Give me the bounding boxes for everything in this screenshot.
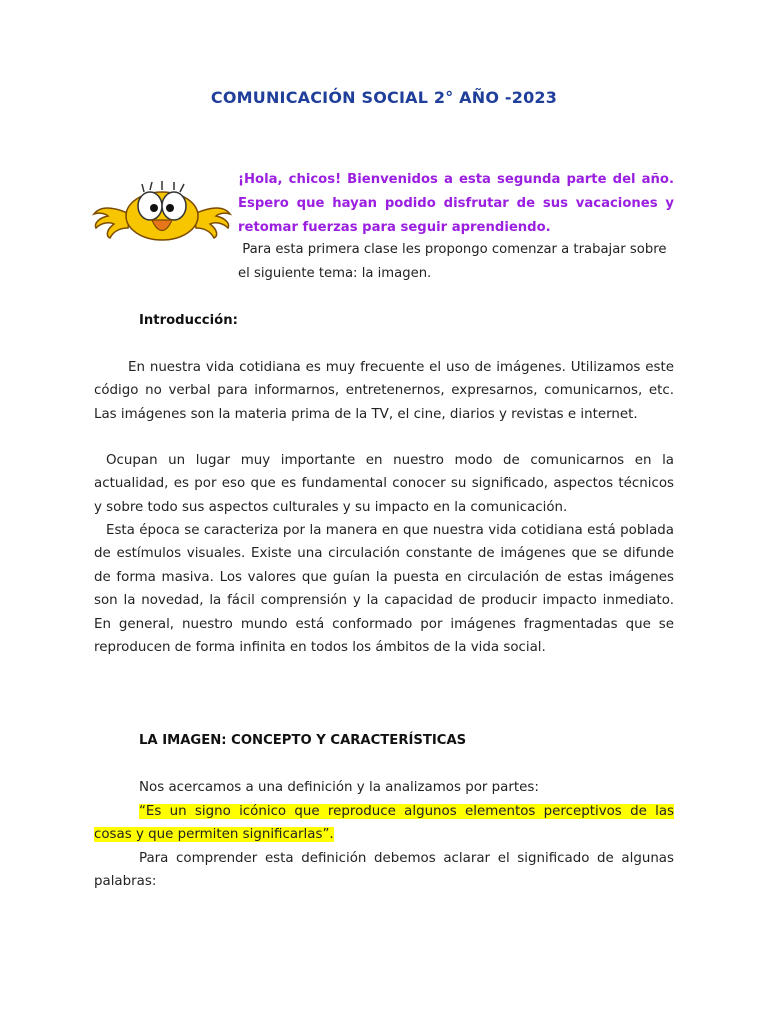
section-followup: Para comprender esta definición debemos aclarar el significado de algunas palabras:: [94, 851, 674, 890]
greeting-plain: [238, 238, 674, 286]
paragraph-1: En nuestra vida cotidiana es muy frecuente el uso de imágenes. Utilizamos este código no verbal para informarnos, entretenernos, expresarnos, comunicarnos, etc. Las imágenes son la materia prima de la TV, el cine, diarios y revistas e internet.: [94, 360, 674, 422]
definition-quote: [94, 800, 674, 847]
cartoon-bird-mascot-icon: [92, 176, 232, 246]
paragraph-3: Esta época se caracteriza por la manera en que nuestra vida cotidiana está poblada de estímulos visuales. Existe una circulación constante de imágenes que se difunde de forma masiva. Los valores que guían la puesta en circulación de estas imágenes son la novedad, la fácil comprensión y la capacidad de producir impacto inmediato. En general, nuestro mundo está conformado por imágenes fragmentadas que se reproducen de forma infinita en todos los ámbitos de la vida social.: [94, 523, 674, 656]
greeting-plain-text: Para esta primera clase les propongo comenzar a trabajar sobre el siguiente tema: la imagen.: [238, 242, 667, 281]
page-title: COMUNICACIÓN SOCIAL 2° AÑO -2023: [210, 88, 558, 107]
intro-heading: Introducción:: [139, 313, 238, 328]
section-heading: LA IMAGEN: CONCEPTO Y CARACTERÍSTICAS: [139, 733, 467, 748]
definition-highlight: “Es un signo icónico que reproduce algunos elementos perceptivos de las cosas y que permiten significarlas”.: [94, 804, 674, 843]
section-intro: Nos acercamos a una definición y la analizamos por partes:: [139, 780, 539, 795]
paragraph-2: Ocupan un lugar muy importante en nuestro modo de comunicarnos en la actualidad, es por eso que es fundamental conocer su significado, aspectos técnicos y sobre todo sus aspectos culturales y su impacto en la comunicación.: [94, 453, 674, 515]
greeting-bold: ¡Hola, chicos! Bienvenidos a esta segunda parte del año. Espero que hayan podido disfrutar de sus vacaciones y retomar fuerzas para seguir aprendiendo.: [238, 172, 674, 235]
